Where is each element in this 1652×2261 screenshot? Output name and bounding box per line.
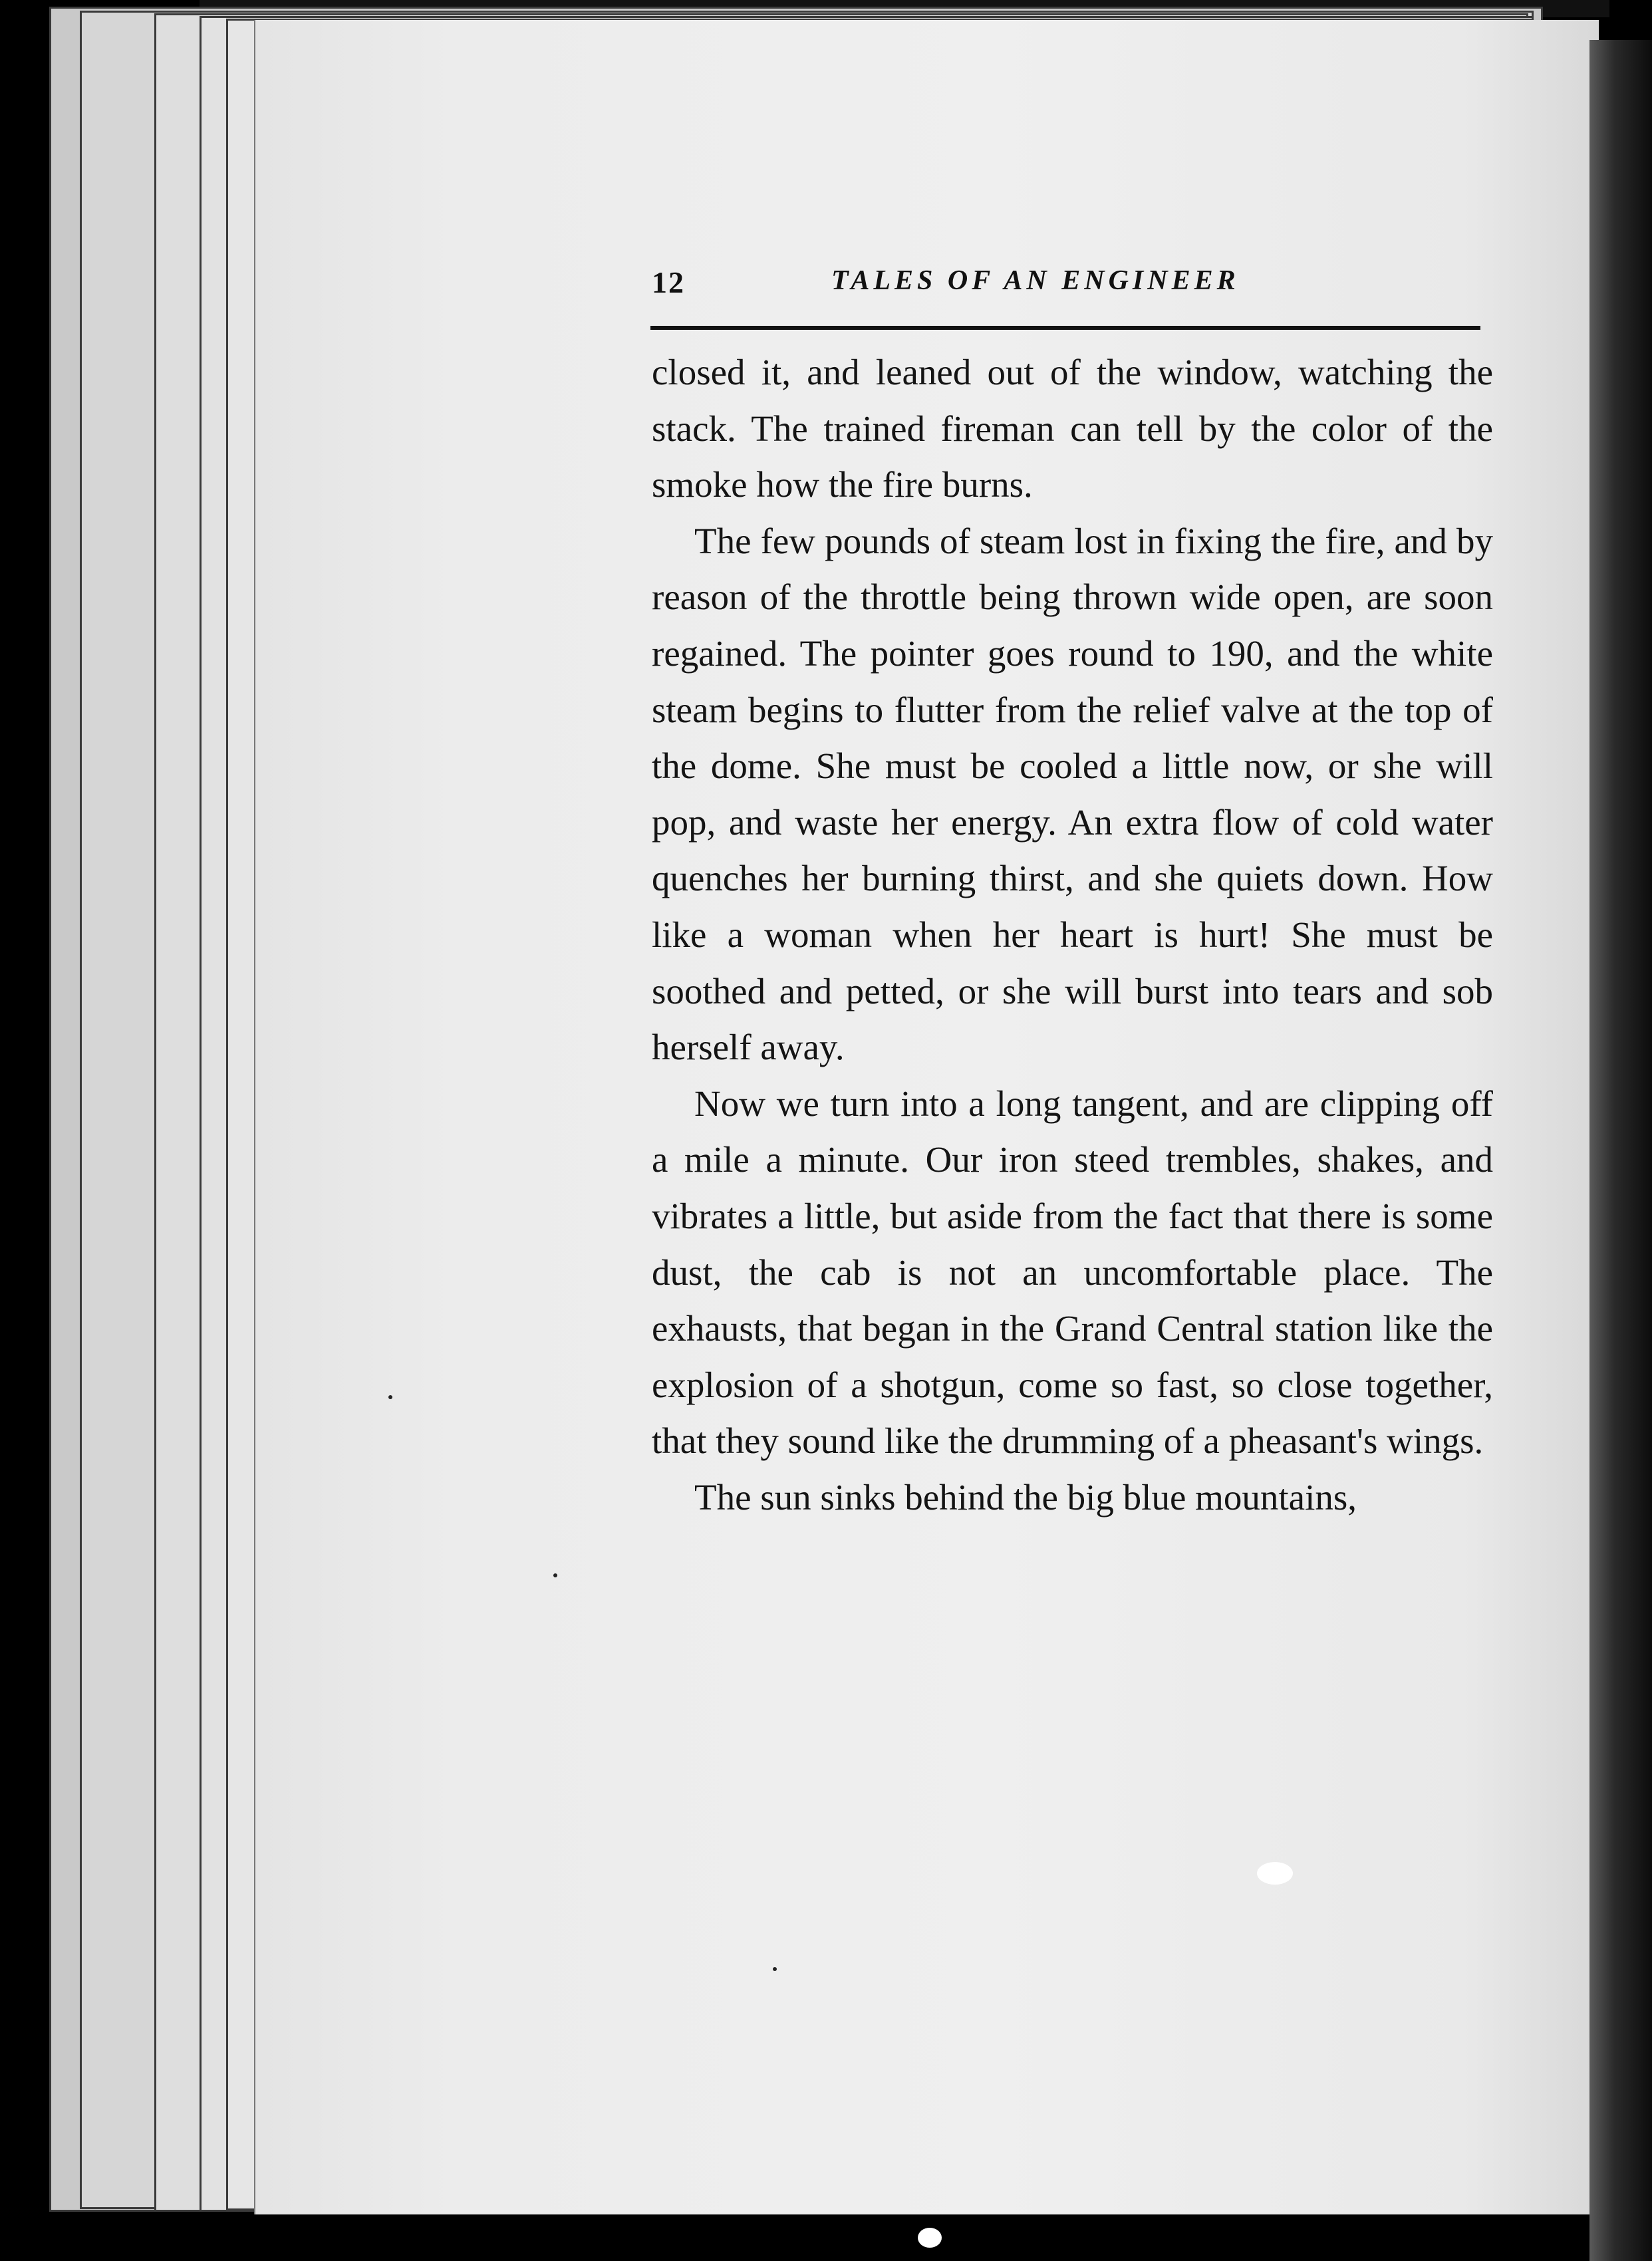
running-title: TALES OF AN ENGINEER <box>831 265 1240 296</box>
paragraph-2: The few pounds of steam lost in fixing the fire, and by reason of the throttle being thrown wide open, are soon regained. The pointer goes round to 190, and the white steam begins to flutter from the relief valve at the top of the dome. She must be cooled a little now, or she will pop, and waste her energy. An extra flow of cold water quenches her burning thirst, and she quiets down. How like a woman when her heart is hurt! She must be soothed and petted, or she will burst into tears and sob herself away. <box>652 520 1493 1068</box>
running-header <box>652 265 1476 305</box>
paragraph-1: closed it, and leaned out of the window, watching the stack. The trained fireman can tell by the color of the smoke how the fire burns. <box>652 352 1493 505</box>
book-edge-shadow <box>1589 40 1652 2261</box>
paper-speck <box>918 2228 942 2248</box>
paragraph-3: Now we turn into a long tangent, and are clipping off a mile a minute. Our iron steed trembles, shakes, and vibrates a little, but aside from the fact that there is some dust, the cab is not an uncomfortable place. The exhausts, that began in the Grand Central station like the explosion of a shotgun, come so fast, so close together, that they sound like the drumming of a pheasant's wings. <box>652 1083 1493 1462</box>
paper-speck <box>1257 1862 1293 1885</box>
header-rule <box>650 326 1480 330</box>
scan-dot <box>553 1573 557 1577</box>
body-text <box>652 344 1493 1526</box>
scan-dot <box>773 1967 777 1971</box>
page-number: 12 <box>652 265 685 299</box>
scan-dot <box>388 1395 392 1399</box>
paragraph-4: The sun sinks behind the big blue mountains, <box>694 1476 1357 1518</box>
